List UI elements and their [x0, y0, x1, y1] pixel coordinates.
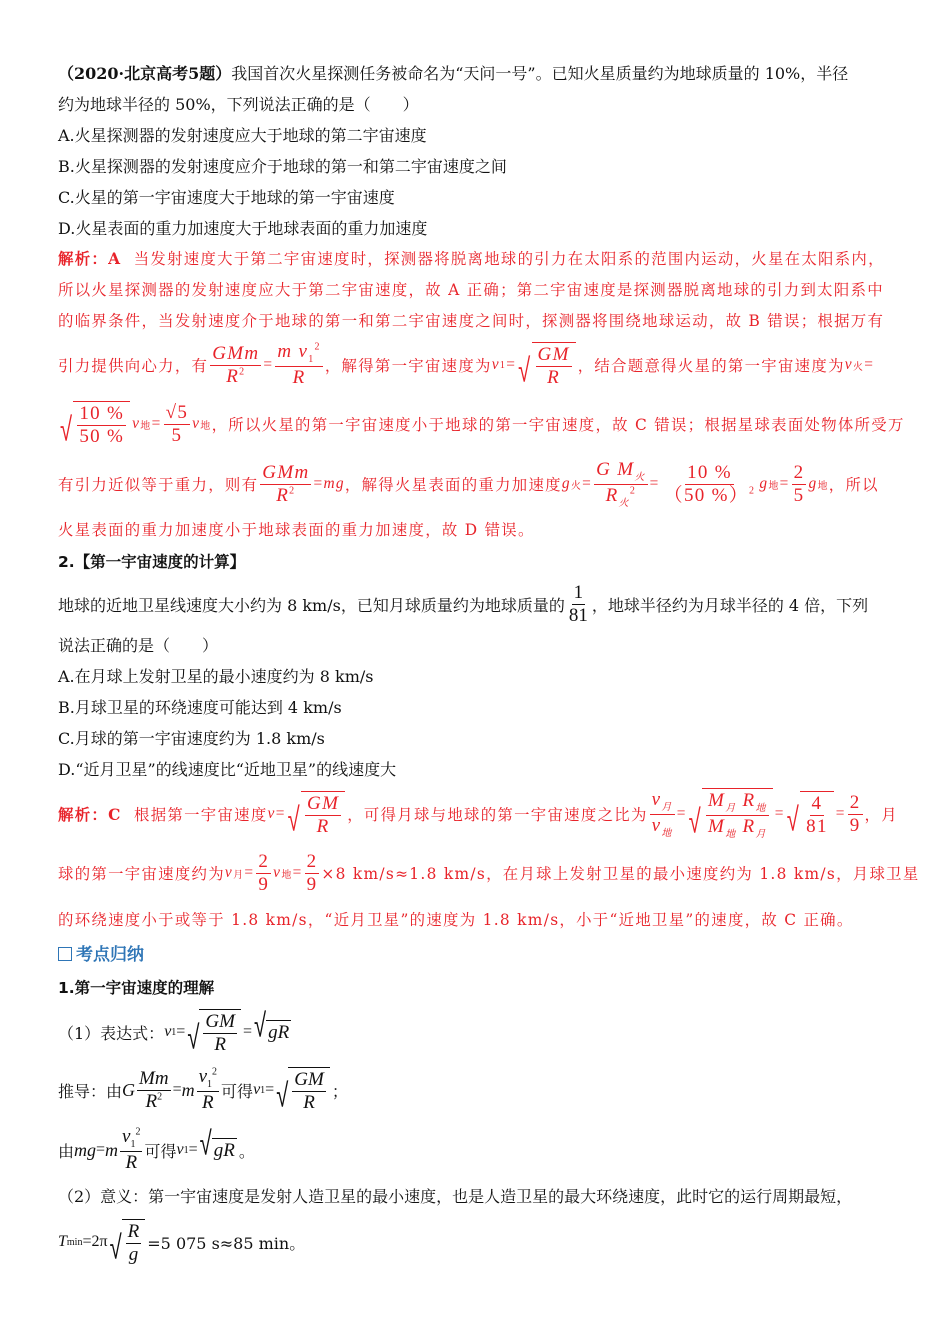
- formula-sqrt-gr: √ gR: [254, 1008, 290, 1046]
- summary-derive-end: ；: [331, 1081, 348, 1101]
- formula-sqrt-gm-r-3: √ $\frac{GM}{R}$: [187, 1009, 241, 1056]
- q2-analysis-line1: 解析：C 根据第一宇宙速度 v = √ $\frac{GM}{R}$ ，可得月球与地球的第一宇宙速度之比为 $\frac{v_月}{v_地}$ = √ $\frac{M_月 R_地}{M_地 R_月}$ = √ $\frac{4}{81}$ = $\frac{2}{9}$ ，月: [58, 789, 898, 842]
- q1-option-a[interactable]: A.火星探测器的发射速度应大于地球的第二宇宙速度: [58, 126, 427, 145]
- formula-one-over-81: $\frac{1}{81}$: [568, 581, 588, 626]
- q1-stem-text1: 我国首次火星探测任务被命名为“天问一号”。已知火星质量约为地球质量的 10%，半径: [231, 64, 849, 83]
- formula-two-ninths-3: $\frac{2}{9}$: [306, 850, 318, 895]
- formula-sqrt-ratio: √ $\frac{10 \%}{50 \%}$: [60, 401, 130, 448]
- q1-option-b[interactable]: B.火星探测器的发射速度应介于地球的第一和第二宇宙速度之间: [58, 157, 507, 176]
- summary-expr-label: （1）表达式：: [58, 1023, 165, 1043]
- formula-v-ratio: $\frac{v_月}{v_地}$: [651, 789, 673, 839]
- checkbox-icon: [58, 947, 72, 961]
- q1-option-d[interactable]: D.火星表面的重力加速度大于地球表面的重力加速度: [58, 219, 428, 238]
- q1-analysis-text4c: ，结合题意得火星的第一宇宙速度为: [577, 357, 845, 375]
- q1-analysis-line2: 所以火星探测器的发射速度应大于第二宇宙速度，故 A 正确；第二宇宙速度是探测器脱离地球的引力到太阳系中: [58, 281, 884, 299]
- q1-analysis-text6c: ，所以: [828, 476, 879, 494]
- formula-sqrt-gm-r-4: √ $\frac{GM}{R}$: [276, 1067, 330, 1114]
- formula-v1sq-r: $\frac{v_1^2}{R}$: [198, 1066, 218, 1113]
- q2-stem-line2: 说法正确的是（ ）: [58, 636, 219, 655]
- q1-analysis-text6b: ，解得火星表面的重力加速度: [344, 476, 562, 494]
- formula-root5-over-5: $\frac{√5}{5}$: [165, 401, 189, 446]
- summary-tmin-line: T min =2π √ $\frac{R}{g}$ =5 075 s≈85 min。: [58, 1220, 306, 1267]
- q2-option-c[interactable]: C.月球的第一宇宙速度约为 1.8 km/s: [58, 729, 325, 748]
- q2-option-d[interactable]: D.“近月卫星”的线速度比“近地卫星”的线速度大: [58, 760, 397, 779]
- formula-gravity-fraction: $\frac{\text{GMm}}{R^2}$: [212, 342, 260, 387]
- document-page: [58, 58, 920, 1270]
- formula-centripetal-fraction: $\frac{m v_1^2}{R}$: [277, 341, 321, 388]
- formula-sqrt-gr-2: √ gR: [199, 1126, 235, 1164]
- q2-analysis-text1a: 根据第一宇宙速度: [134, 806, 268, 824]
- q1-stem-line2: 约为地球半径的 50%，下列说法正确的是（ ）: [58, 95, 419, 114]
- q2-option-a[interactable]: A.在月球上发射卫星的最小速度约为 8 km/s: [58, 667, 374, 686]
- q1-analysis-line4: 引力提供向心力，有 $\frac{\text{GMm}}{R^2}$ = $\frac{m v_1^2}{R}$ ，解得第一宇宙速度为 v 1 = √ $\frac{GM}{R}$ ，结合题意得火星的第一宇宙速度为 v 火 =: [58, 341, 875, 390]
- summary-derive-label: 推导：由: [58, 1081, 123, 1101]
- q2-analysis-text1c: ，月: [864, 806, 898, 824]
- q1-analysis-label: 解析：A: [58, 250, 122, 268]
- q1-analysis-line1: [58, 244, 894, 275]
- formula-v1sq-r-2: $\frac{v_1^2}{R}$: [122, 1126, 141, 1173]
- formula-gravity-fraction-2: $\frac{\text{GMm}}{R^2}$: [262, 461, 310, 506]
- q1-analysis-line6: 有引力近似等于重力，则有 $\frac{\text{GMm}}{R^2}$ = mg ，解得火星表面的重力加速度 g 火 = $\frac{G M_火}{R_火^2}$ = $\frac{10 \%}{(50 \%)^2}$ g 地 = $\frac{2}{5}$ g 地 ，所以: [58, 459, 879, 509]
- q1-analysis-text4b: ，解得第一宇宙速度为: [324, 357, 492, 375]
- q1-analysis-line3: 的临界条件，当发射速度介于地球的第一和第二宇宙速度之间时，探测器将围绕地球运动，故 B 错误；根据万有: [58, 312, 885, 330]
- q1-analysis-line5: √ $\frac{10 \%}{50 \%}$ v 地 = $\frac{√5}{5}$ v 地 ，所以火星的第一宇宙速度小于地球的第一宇宙速度，故 C 错误；根据星球表面处物体所受万: [60, 401, 905, 449]
- formula-sqrt-gm-r: √ $\frac{GM}{R}$: [518, 342, 576, 389]
- q2-analysis-text2b: ×8 km/s≈1.8 km/s，在月球上发射卫星的最小速度约为 1.8 km/s，月球卫星: [321, 865, 920, 883]
- q1-analysis-text6a: 有引力近似等于重力，则有: [58, 476, 259, 494]
- formula-sqrt-4-81: √ $\frac{4}{81}$: [787, 791, 834, 838]
- formula-mm-r2: $\frac{Mm}{R^2}$: [139, 1067, 169, 1112]
- q1-analysis-text4a: 引力提供向心力，有: [58, 357, 209, 375]
- q1-stem-line1: [58, 58, 894, 89]
- q1-analysis-text1: 当发射速度大于第二宇宙速度时，探测器将脱离地球的引力在太阳系的范围内运动，火星在太阳系内，: [133, 250, 885, 268]
- formula-two-ninths: $\frac{2}{9}$: [849, 791, 861, 836]
- q2-analysis-text1b: ，可得月球与地球的第一宇宙速度之比为: [347, 806, 648, 824]
- formula-two-ninths-2: $\frac{2}{9}$: [258, 850, 270, 895]
- summary-derive-line: 推导：由 G $\frac{Mm}{R^2}$ = m $\frac{v_1^2}{R}$ 可得 v 1 = √ $\frac{GM}{R}$ ；: [58, 1066, 348, 1115]
- summary-from2: 由: [58, 1141, 75, 1161]
- summary-expression-line: （1）表达式： v 1 = √ $\frac{GM}{R}$ = √ gR: [58, 1008, 290, 1057]
- summary-from2-end: 。: [238, 1141, 255, 1161]
- summary-derive-mid: 可得: [221, 1081, 254, 1101]
- formula-g-mars: $\frac{G M_火}{R_火^2}$: [596, 459, 646, 509]
- q1-analysis-text5a: ，所以火星的第一宇宙速度小于地球的第一宇宙速度，故 C 错误；根据星球表面处物体所受万: [211, 416, 905, 434]
- summary-derive2-line: 由 mg = m $\frac{v_1^2}{R}$ 可得 v 1 = √ gR 。: [58, 1126, 255, 1173]
- summary-section1: 1.第一宇宙速度的理解: [58, 979, 215, 997]
- formula-sqrt-r-g: √ $\frac{R}{g}$: [110, 1219, 146, 1266]
- q1-source: （2020·北京高考5题）: [58, 64, 232, 83]
- summary-heading-text: 考点归纳: [76, 945, 144, 965]
- q2-title: 2.【第一宇宙速度的计算】: [58, 553, 246, 571]
- q2-analysis-label: 解析：C: [58, 806, 122, 824]
- summary-tmin-end: =5 075 s≈85 min。: [147, 1233, 306, 1253]
- q2-stem-text1b: ，地球半径约为月球半径的 4 倍，下列: [591, 595, 869, 615]
- q2-stem-line1: [58, 578, 894, 630]
- formula-sqrt-gm-r-2: √ $\frac{GM}{R}$: [288, 791, 346, 838]
- formula-sqrt-mass-radius: √ $\frac{M_月 R_地}{M_地 R_月}$: [689, 788, 773, 840]
- formula-two-fifths: $\frac{2}{5}$: [793, 461, 805, 506]
- q2-stem-text1a: 地球的近地卫星线速度大小约为 8 km/s，已知月球质量约为地球质量的: [58, 595, 565, 615]
- formula-percent-ratio: $\frac{10 \%}{(50 \%)^2}$: [663, 461, 756, 506]
- summary-heading: [58, 937, 894, 973]
- q2-analysis-line3: 的环绕速度小于或等于 1.8 km/s，“近月卫星”的速度为 1.8 km/s，小于“近地卫星”的速度，故 C 正确。: [58, 911, 854, 929]
- q2-option-b[interactable]: B.月球卫星的环绕速度可能达到 4 km/s: [58, 698, 342, 717]
- summary-from2-mid: 可得: [144, 1141, 177, 1161]
- q2-analysis-text2a: 球的第一宇宙速度约为: [58, 865, 225, 883]
- q1-option-c[interactable]: C.火星的第一宇宙速度大于地球的第一宇宙速度: [58, 188, 395, 207]
- q1-analysis-line7: 火星表面的重力加速度小于地球表面的重力加速度，故 D 错误。: [58, 521, 535, 539]
- summary-meaning: （2）意义：第一宇宙速度是发射人造卫星的最小速度，也是人造卫星的最大环绕速度，此时它的运行周期最短，: [58, 1187, 853, 1206]
- q2-analysis-line2: 球的第一宇宙速度约为 v 月 = $\frac{2}{9}$ v 地 = $\frac{2}{9}$ ×8 km/s≈1.8 km/s，在月球上发射卫星的最小速度约为 1.8 km/s，月球卫星: [58, 850, 920, 895]
